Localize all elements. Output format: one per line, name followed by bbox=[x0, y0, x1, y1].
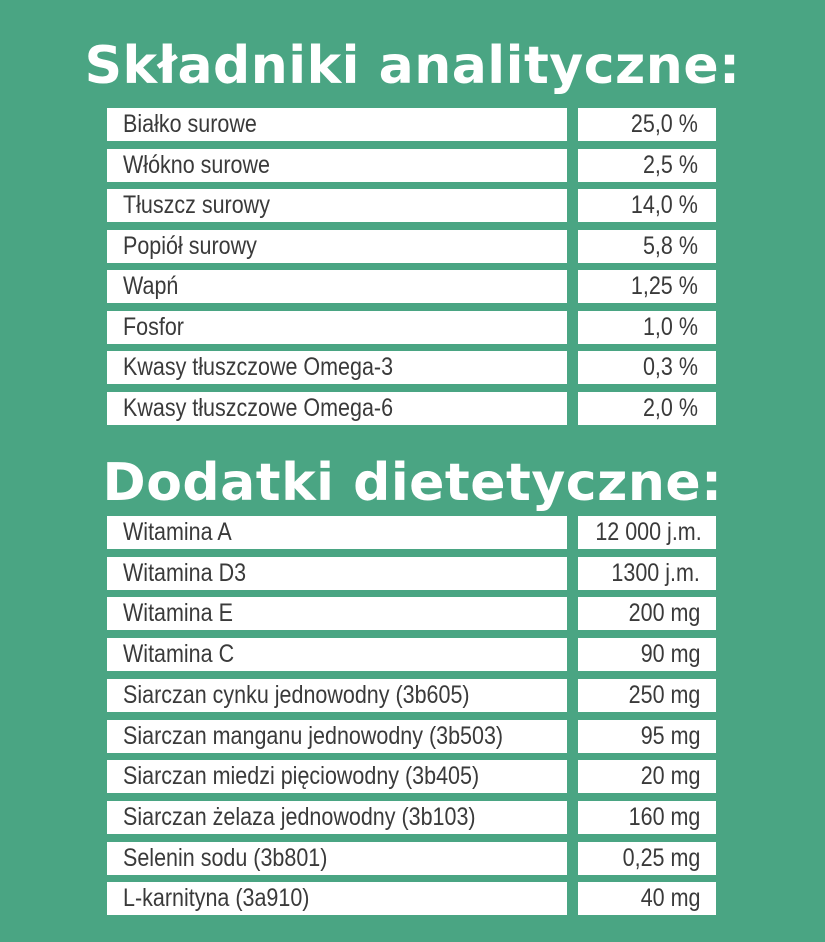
ingredient-name bbox=[107, 720, 567, 753]
ingredient-value bbox=[578, 638, 716, 671]
ingredient-value bbox=[578, 351, 716, 384]
ingredient-value-text: 20 mg bbox=[640, 762, 700, 791]
ingredient-name bbox=[107, 760, 567, 793]
ingredient-name-text: Siarczan cynku jednowodny (3b605) bbox=[123, 680, 470, 709]
ingredient-name-text: Kwasy tłuszczowe Omega-3 bbox=[123, 353, 394, 381]
ingredient-name bbox=[107, 311, 567, 344]
table-row bbox=[0, 230, 825, 263]
ingredient-name-text: Witamina C bbox=[123, 640, 235, 669]
ingredient-name-text: Popiół surowy bbox=[123, 231, 257, 260]
ingredient-name bbox=[107, 638, 567, 671]
table-row bbox=[0, 801, 825, 834]
table-row bbox=[0, 679, 825, 712]
ingredient-name-text: Tłuszcz surowy bbox=[123, 191, 270, 219]
ingredient-name-text: Wapń bbox=[123, 272, 179, 300]
ingredient-name bbox=[107, 230, 567, 263]
table-row bbox=[0, 311, 825, 344]
ingredient-name-text: Witamina A bbox=[123, 518, 232, 546]
table-row bbox=[0, 392, 825, 425]
ingredient-value-text: 1300 j.m. bbox=[611, 558, 700, 587]
ingredient-name-text: Siarczan manganu jednowodny (3b503) bbox=[123, 721, 504, 750]
ingredient-name bbox=[107, 557, 567, 590]
ingredient-name bbox=[107, 108, 567, 141]
ingredient-name-text: Siarczan żelaza jednowodny (3b103) bbox=[123, 802, 476, 831]
ingredient-value-text: 0,25 mg bbox=[622, 843, 700, 872]
ingredient-name-text: Selenin sodu (3b801) bbox=[123, 843, 328, 872]
ingredient-value bbox=[578, 842, 716, 875]
ingredient-value-text: 5,8 % bbox=[643, 231, 698, 260]
ingredient-name-text: Białko surowe bbox=[123, 110, 257, 138]
ingredient-value-text: 25,0 % bbox=[631, 110, 698, 138]
ingredient-name bbox=[107, 679, 567, 712]
ingredient-value bbox=[578, 270, 716, 303]
ingredient-value-text: 2,5 % bbox=[643, 150, 698, 179]
table-row bbox=[0, 597, 825, 630]
ingredient-value-text: 2,0 % bbox=[643, 393, 698, 422]
ingredient-name-text: Siarczan miedzi pięciowodny (3b405) bbox=[123, 762, 480, 791]
ingredient-value bbox=[578, 760, 716, 793]
ingredient-value-text: 14,0 % bbox=[631, 191, 698, 219]
ingredient-value-text: 0,3 % bbox=[643, 353, 698, 381]
table-row bbox=[0, 638, 825, 671]
ingredient-value bbox=[578, 108, 716, 141]
ingredient-value bbox=[578, 720, 716, 753]
ingredient-value bbox=[578, 149, 716, 182]
ingredient-name bbox=[107, 597, 567, 630]
ingredient-value bbox=[578, 392, 716, 425]
ingredient-value-text: 1,25 % bbox=[631, 272, 698, 300]
ingredient-name bbox=[107, 801, 567, 834]
ingredient-name bbox=[107, 392, 567, 425]
ingredient-name bbox=[107, 351, 567, 384]
table-row bbox=[0, 842, 825, 875]
ingredient-value-text: 12 000 j.m. bbox=[595, 518, 702, 546]
ingredient-value-text: 40 mg bbox=[640, 884, 700, 913]
ingredient-value-text: 200 mg bbox=[628, 599, 700, 628]
ingredient-name bbox=[107, 842, 567, 875]
ingredient-value bbox=[578, 882, 716, 915]
analytical-components-title: Składniki analityczne: bbox=[84, 36, 741, 96]
ingredient-value-text: 1,0 % bbox=[643, 312, 698, 341]
table-row bbox=[0, 270, 825, 303]
ingredient-value bbox=[578, 801, 716, 834]
table-row bbox=[0, 720, 825, 753]
ingredient-name-text: Włókno surowe bbox=[123, 150, 270, 179]
ingredient-value bbox=[578, 557, 716, 590]
table-row bbox=[0, 351, 825, 384]
ingredient-value-text: 160 mg bbox=[628, 802, 700, 831]
ingredient-name-text: Witamina E bbox=[123, 599, 233, 628]
ingredient-value-text: 90 mg bbox=[640, 640, 700, 669]
table-row bbox=[0, 189, 825, 222]
ingredient-name bbox=[107, 270, 567, 303]
ingredient-value-text: 250 mg bbox=[628, 680, 700, 709]
ingredient-value bbox=[578, 597, 716, 630]
ingredient-value bbox=[578, 679, 716, 712]
ingredient-name-text: Witamina D3 bbox=[123, 558, 247, 587]
ingredient-name bbox=[107, 149, 567, 182]
table-row bbox=[0, 516, 825, 549]
table-row bbox=[0, 149, 825, 182]
ingredient-name-text: Fosfor bbox=[123, 312, 184, 341]
ingredient-value bbox=[578, 189, 716, 222]
table-row bbox=[0, 108, 825, 141]
dietary-additives-title: Dodatki dietetyczne: bbox=[102, 453, 723, 513]
table-row bbox=[0, 557, 825, 590]
ingredient-name-text: L-karnityna (3a910) bbox=[123, 884, 310, 913]
table-row bbox=[0, 882, 825, 915]
ingredient-name bbox=[107, 189, 567, 222]
ingredient-value bbox=[578, 230, 716, 263]
ingredient-name-text: Kwasy tłuszczowe Omega-6 bbox=[123, 393, 394, 422]
table-row bbox=[0, 760, 825, 793]
ingredient-name bbox=[107, 882, 567, 915]
ingredient-value bbox=[578, 311, 716, 344]
ingredient-name bbox=[107, 516, 567, 549]
ingredient-value-text: 95 mg bbox=[640, 721, 700, 750]
ingredient-value bbox=[578, 516, 716, 549]
